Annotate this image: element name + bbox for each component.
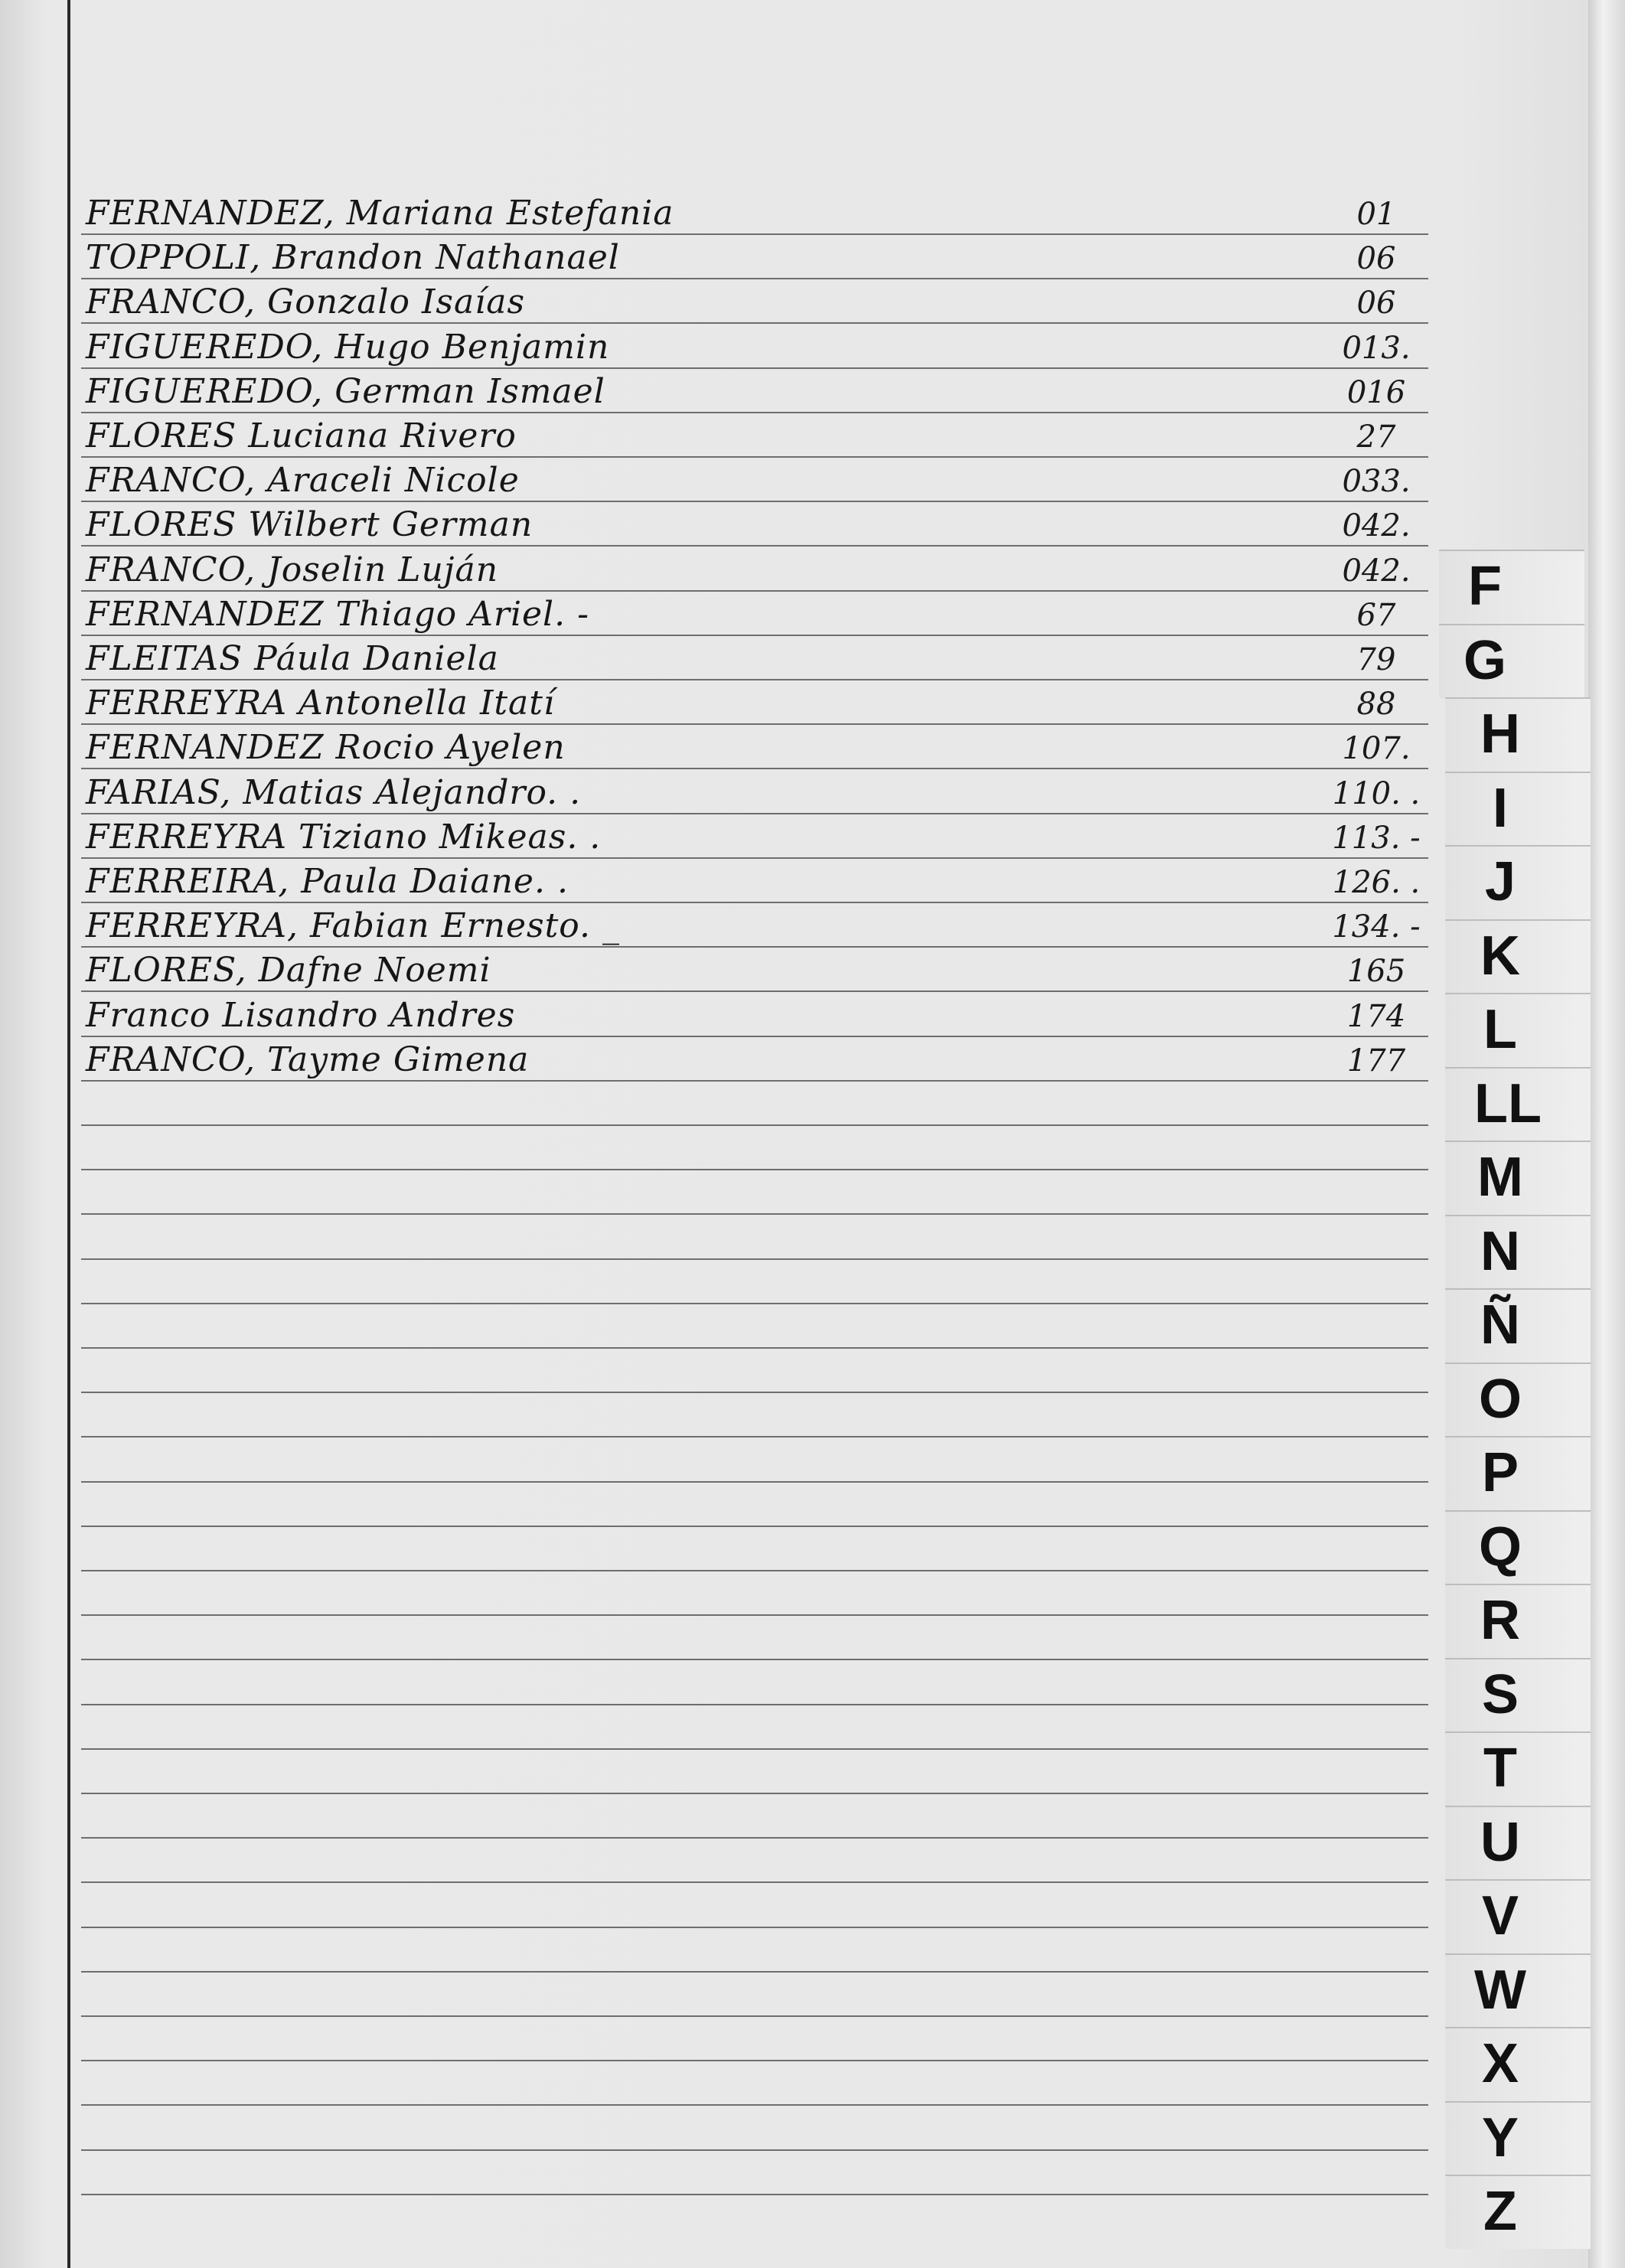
ruled-line xyxy=(81,1927,1428,1928)
entry-number: 79 xyxy=(1356,642,1396,677)
ruled-line xyxy=(81,2194,1428,2195)
entry-number: 134. - xyxy=(1332,909,1421,945)
entry-name: FLORES Wilbert German xyxy=(86,505,534,544)
ruled-line xyxy=(81,1837,1428,1839)
index-tab-u[interactable]: U xyxy=(1480,1812,1520,1873)
index-tab-p[interactable]: P xyxy=(1481,1442,1519,1503)
ruled-line xyxy=(81,1347,1428,1349)
entry-name: FERREYRA Tiziano Mikeas. . xyxy=(86,817,602,857)
entry-number: 88 xyxy=(1356,687,1396,722)
ruled-line xyxy=(81,1169,1428,1170)
ruled-line xyxy=(81,768,1428,769)
ruled-line xyxy=(81,1036,1428,1037)
ruled-line xyxy=(81,1971,1428,1973)
entry-name: FIGUEREDO, Hugo Benjamin xyxy=(86,328,610,367)
entry-number: 165 xyxy=(1346,954,1406,989)
entry-number: 06 xyxy=(1356,286,1396,321)
entry-number: 110. . xyxy=(1332,776,1421,811)
ruled-line xyxy=(81,1481,1428,1483)
ruled-line xyxy=(81,1392,1428,1393)
index-tab-v[interactable]: V xyxy=(1481,1885,1519,1947)
index-tab-ll[interactable]: LL xyxy=(1474,1073,1542,1134)
entry-name: Franco Lisandro Andres xyxy=(86,996,516,1035)
ruled-line xyxy=(81,545,1428,547)
entry-number: 177 xyxy=(1346,1043,1406,1079)
ruled-line xyxy=(81,723,1428,725)
entry-name: FRANCO, Tayme Gimena xyxy=(86,1040,530,1079)
entry-name: TOPPOLI, Brandon Nathanael xyxy=(86,238,620,277)
entry-name: FLORES Luciana Rivero xyxy=(86,416,517,455)
entry-name: FERNANDEZ, Mariana Estefania xyxy=(86,194,674,233)
ruled-line xyxy=(81,1526,1428,1527)
index-tab-k[interactable]: K xyxy=(1480,925,1520,987)
ruled-line xyxy=(81,1303,1428,1304)
ruled-line xyxy=(81,2015,1428,2017)
index-tab-r[interactable]: R xyxy=(1480,1590,1520,1651)
ruled-line xyxy=(81,1614,1428,1616)
index-tab-q[interactable]: Q xyxy=(1478,1516,1522,1578)
ruled-line xyxy=(81,1659,1428,1660)
index-tab-f[interactable]: F xyxy=(1468,556,1502,617)
ruled-line xyxy=(81,990,1428,992)
index-tab-t[interactable]: T xyxy=(1483,1738,1517,1799)
index-tab-z[interactable]: Z xyxy=(1483,2181,1517,2242)
ruled-line xyxy=(81,233,1428,235)
ruled-line xyxy=(81,1213,1428,1215)
entry-name: FRANCO, Gonzalo Isaías xyxy=(86,282,526,321)
entry-name: FLORES, Dafne Noemi xyxy=(86,951,491,990)
index-tab-g[interactable]: G xyxy=(1463,630,1506,691)
entry-number: 042. xyxy=(1342,508,1411,543)
index-tab-y[interactable]: Y xyxy=(1481,2107,1519,2168)
ruled-line xyxy=(81,501,1428,502)
entry-name: FERNANDEZ Thiago Ariel. - xyxy=(86,595,589,634)
ruled-line xyxy=(81,1258,1428,1260)
entry-number: 27 xyxy=(1356,419,1396,455)
ruled-line xyxy=(81,456,1428,458)
index-tab-s[interactable]: S xyxy=(1481,1664,1519,1725)
ruled-line xyxy=(81,1704,1428,1705)
index-tab-j[interactable]: J xyxy=(1484,851,1516,912)
entry-number: 67 xyxy=(1356,598,1396,633)
ruled-line xyxy=(81,635,1428,636)
ruled-line xyxy=(81,1793,1428,1794)
entry-number: 033. xyxy=(1342,464,1411,499)
ruled-line xyxy=(81,2149,1428,2151)
entry-name: FERREIRA, Paula Daiane. . xyxy=(86,862,569,901)
alphabet-index-tabs xyxy=(1439,536,1584,2268)
ruled-line xyxy=(81,412,1428,413)
entry-number: 126. . xyxy=(1332,865,1421,900)
ruled-line xyxy=(81,2060,1428,2061)
ruled-line xyxy=(81,1570,1428,1571)
ruled-line xyxy=(81,278,1428,279)
ruled-line xyxy=(81,2104,1428,2106)
ruled-line xyxy=(81,857,1428,859)
index-tab-n[interactable]: N xyxy=(1480,1221,1520,1282)
entry-name: FERNANDEZ Rocio Ayelen xyxy=(86,728,566,767)
ruled-line xyxy=(81,367,1428,369)
ruled-line xyxy=(81,1436,1428,1437)
index-tab-l[interactable]: L xyxy=(1483,999,1517,1060)
index-tab-o[interactable]: O xyxy=(1478,1369,1522,1430)
entry-number: 016 xyxy=(1346,375,1406,410)
index-tab-w[interactable]: W xyxy=(1474,1960,1526,2021)
entry-name: FRANCO, Joselin Luján xyxy=(86,550,499,589)
entry-name: FARIAS, Matias Alejandro. . xyxy=(86,773,582,812)
ruled-line xyxy=(81,590,1428,592)
entry-name: FLEITAS Páula Daniela xyxy=(86,639,499,678)
ruled-line xyxy=(81,1881,1428,1883)
entry-name: FERREYRA, Fabian Ernesto. _ xyxy=(86,906,620,945)
ruled-line xyxy=(81,322,1428,324)
index-tab-x[interactable]: X xyxy=(1481,2033,1519,2094)
margin-line xyxy=(67,0,70,2268)
ruled-line xyxy=(81,902,1428,903)
entry-number: 013. xyxy=(1342,331,1411,366)
ruled-line xyxy=(81,1748,1428,1750)
index-tab-h[interactable]: H xyxy=(1480,703,1520,765)
entry-number: 113. - xyxy=(1332,821,1421,856)
ruled-line xyxy=(81,1124,1428,1126)
index-tab-m[interactable]: M xyxy=(1477,1147,1523,1208)
entry-number: 06 xyxy=(1356,241,1396,276)
entry-name: FIGUEREDO, German Ismael xyxy=(86,372,605,411)
ruled-line xyxy=(81,946,1428,948)
entry-number: 107. xyxy=(1342,731,1411,766)
entry-number: 01 xyxy=(1356,197,1396,232)
ruled-line xyxy=(81,1080,1428,1082)
entry-name: FRANCO, Araceli Nicole xyxy=(86,461,520,500)
page-edge xyxy=(1588,0,1625,2268)
entry-name: FERREYRA Antonella Itatí xyxy=(86,684,556,723)
index-tab-i[interactable]: I xyxy=(1492,778,1508,839)
entry-number: 042. xyxy=(1342,553,1411,589)
entry-number: 174 xyxy=(1346,999,1406,1034)
index-tab-ñ[interactable]: Ñ xyxy=(1480,1294,1520,1356)
ruled-line xyxy=(81,679,1428,680)
ruled-line xyxy=(81,813,1428,814)
